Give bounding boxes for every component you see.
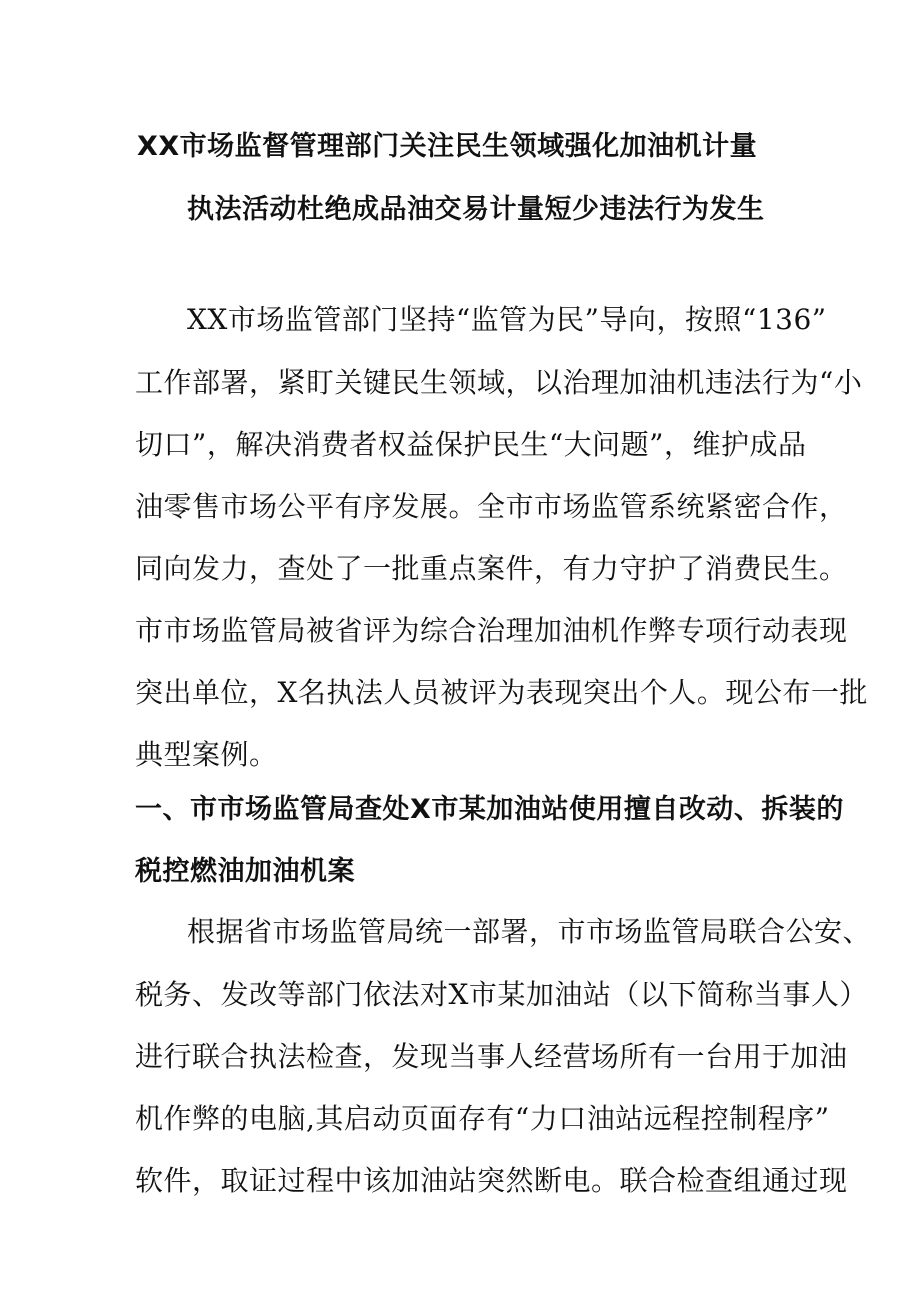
intro-line-2: 工作部署，紧盯关键民生领域，以治理加油机违法行为“小 bbox=[135, 366, 863, 399]
section1-heading-line-1: 一、市市场监管局查处X市某加油站使用擅自改动、拆装的 bbox=[135, 794, 844, 825]
intro-line-8: 典型案例。 bbox=[135, 738, 278, 771]
section1-heading-line-2: 税控燃油加油机案 bbox=[135, 856, 355, 887]
intro-line-7: 突出单位，X名执法人员被评为表现突出个人。现公布一批 bbox=[135, 676, 868, 709]
intro-line-5: 同向发力，查处了一批重点案件，有力守护了消费民生。 bbox=[135, 552, 848, 585]
section1-body-line-4: 机作弊的电脑,其启动页面存有“力口油站远程控制程序” bbox=[135, 1102, 830, 1135]
document-title-line-2: 执法活动杜绝成品油交易计量短少违法行为发生 bbox=[187, 194, 765, 225]
intro-line-6: 市市场监管局被省评为综合治理加油机作弊专项行动表现 bbox=[135, 614, 848, 647]
intro-line-3: 切口”，解决消费者权益保护民生“大问题”，维护成品 bbox=[135, 428, 807, 461]
section1-body-line-2: 税务、发改等部门依法对X市某加油站（以下简称当事人） bbox=[135, 978, 868, 1011]
document-title-line-1: XX市场监督管理部门关注民生领域强化加油机计量 bbox=[137, 131, 758, 162]
intro-line-4: 油零售市场公平有序发展。全市市场监管系统紧密合作， bbox=[135, 490, 848, 523]
section1-body-line-1: 根据省市场监管局统一部署，市市场监管局联合公安、 bbox=[187, 915, 872, 948]
section1-body-line-5: 软件，取证过程中该加油站突然断电。联合检查组通过现 bbox=[135, 1164, 848, 1197]
section1-body-line-3: 进行联合执法检查，发现当事人经营场所有一台用于加油 bbox=[135, 1040, 848, 1073]
intro-line-1: XX市场监管部门坚持“监管为民”导向，按照“136” bbox=[187, 303, 827, 336]
